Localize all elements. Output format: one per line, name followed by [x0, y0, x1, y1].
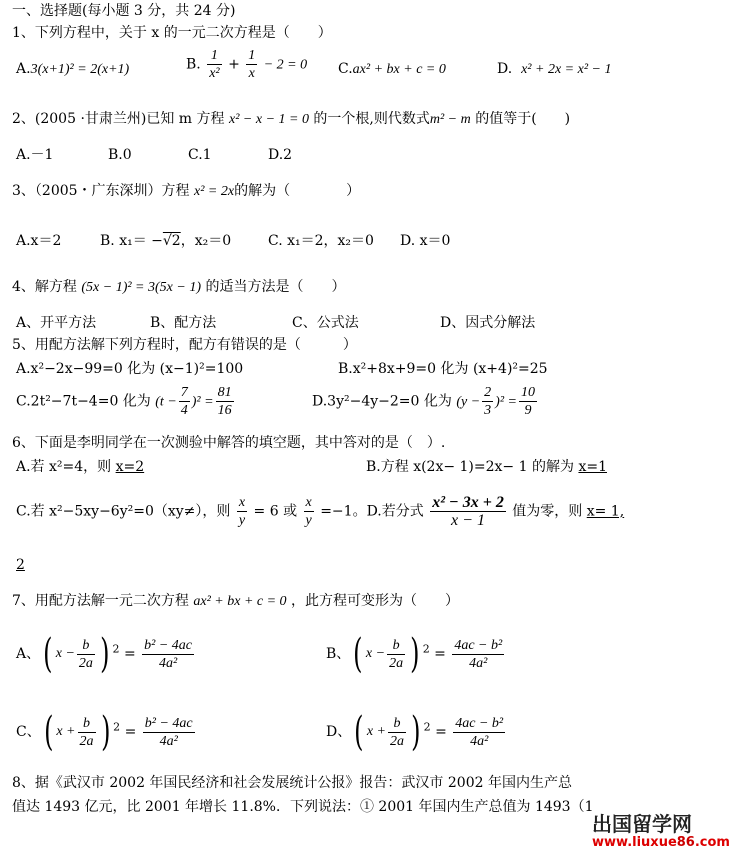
q1-option-d: D. x² + 2x = x² − 1 [497, 61, 612, 77]
q6-option-a: A.若 x²=4，则 x=2 [16, 459, 145, 475]
q6-option-b: B.方程 x(2x− 1)=2x− 1 的解为 x=1 [366, 459, 607, 475]
q6-option-d-answer-continued: 2 [16, 557, 25, 573]
q5-stem: 5、用配方法解下列方程时，配方有错误的是（ ） [12, 337, 357, 353]
q7-stem: 7、用配方法解一元二次方程 ax² + bx + c = 0 ，此方程可变形为（ ） [12, 593, 460, 609]
q5-option-b: B.x²+8x+9=0 化为 (x+4)²=25 [338, 361, 548, 377]
q3-option-a: A.x＝2 [16, 233, 62, 249]
q4-stem: 4、解方程 (5x − 1)² = 3(5x − 1) 的适当方法是（ ） [12, 279, 346, 295]
q2-option-b: B.0 [108, 147, 132, 163]
q6-stem: 6、下面是李明同学在一次测验中解答的填空题，其中答对的是（ ）. [12, 435, 446, 451]
q7-option-c: C、( x + $\frac{b}{2a}$ ) $^2$ = $\frac{\text{b² − 4ac}}{\text{4a²}}$ [16, 709, 193, 755]
q3-option-c: C. x₁＝2，x₂＝0 [268, 233, 374, 249]
q3-stem: 3、（2005・广东深圳）方程 x² = 2x的解为（ ） [12, 183, 361, 199]
q1-b-fraction-2: $\frac{1}{x}$ [248, 48, 256, 81]
q5-option-a: A.x²−2x−99=0 化为 (x−1)²=100 [16, 361, 244, 377]
q7-option-b: B、( x − $\frac{b}{2a}$ ) $^2$ = $\frac{\text{4ac − b²}}{\text{4a²}}$ [326, 631, 503, 677]
q5-option-c: C.2t²−7t−4=0 化为 (t − $\frac{7}{4}$ )² = $\frac{81}{16}$ [16, 385, 232, 418]
q4-option-c: C、公式法 [292, 315, 359, 331]
q1-option-b: B. $\frac{1}{\text{x²}}$ + $\frac{1}{x}$ − 2 = 0 [186, 48, 308, 81]
q3-option-d: D. x＝0 [400, 233, 451, 249]
q8-line-2: 值达 1493 亿元，比 2001 年增长 11.8%．下列说法：① 2001 年国内生产总值为 1493（1 [12, 799, 594, 815]
q3-option-b: B. x₁＝ −√2，x₂＝0 [100, 233, 232, 249]
q1-option-c: C.ax² + bx + c = 0 [338, 61, 446, 77]
q4-option-a: A、开平方法 [16, 315, 97, 331]
watermark-logo: 出国留学网 www.liuxue86.com [592, 812, 730, 850]
q6-option-c-d: C.若 x²−5xy−6y²=0（xy≠），则 $\frac{x}{y}$ = 6 或 $\frac{x}{y}$ =−1。D.若分式 $\frac{\text{x² − 3x + 2}}{x - 1}$ 值为零，则 x= 1, [16, 494, 625, 529]
q7-option-d: D、( x + $\frac{b}{2a}$ ) $^2$ = $\frac{\text{4ac − b²}}{\text{4a²}}$ [326, 709, 504, 755]
q2-stem: 2、(2005 ·甘肃兰州)已知 m 方程 x² − x − 1 = 0 的一个根,则代数式m² − m 的值等于( ) [12, 111, 571, 127]
q1-b-fraction-1: $\frac{1}{\text{x²}}$ [209, 48, 220, 81]
q4-option-b: B、配方法 [150, 315, 217, 331]
q1-stem: 1、下列方程中，关于 x 的一元二次方程是（ ） [12, 25, 332, 41]
q7-option-a: A、( x − $\frac{b}{2a}$ ) $^2$ = $\frac{\text{b² − 4ac}}{\text{4a²}}$ [16, 631, 193, 677]
q8-line-1: 8、据《武汉市 2002 年国民经济和社会发展统计公报》报告：武汉市 2002 年国内生产总 [12, 775, 572, 791]
section-title: 一、选择题(每小题 3 分，共 24 分) [12, 3, 236, 19]
q2-option-d: D.2 [268, 147, 293, 163]
q2-option-a: A.－1 [16, 147, 54, 163]
q5-option-d: D.3y²−4y−2=0 化为 (y − $\frac{2}{3}$ )² = $\frac{10}{9}$ [312, 385, 535, 418]
q4-option-d: D、因式分解法 [440, 315, 536, 331]
q2-option-c: C.1 [188, 147, 212, 163]
q1-option-a: A.3(x+1)² = 2(x+1) [16, 61, 130, 77]
